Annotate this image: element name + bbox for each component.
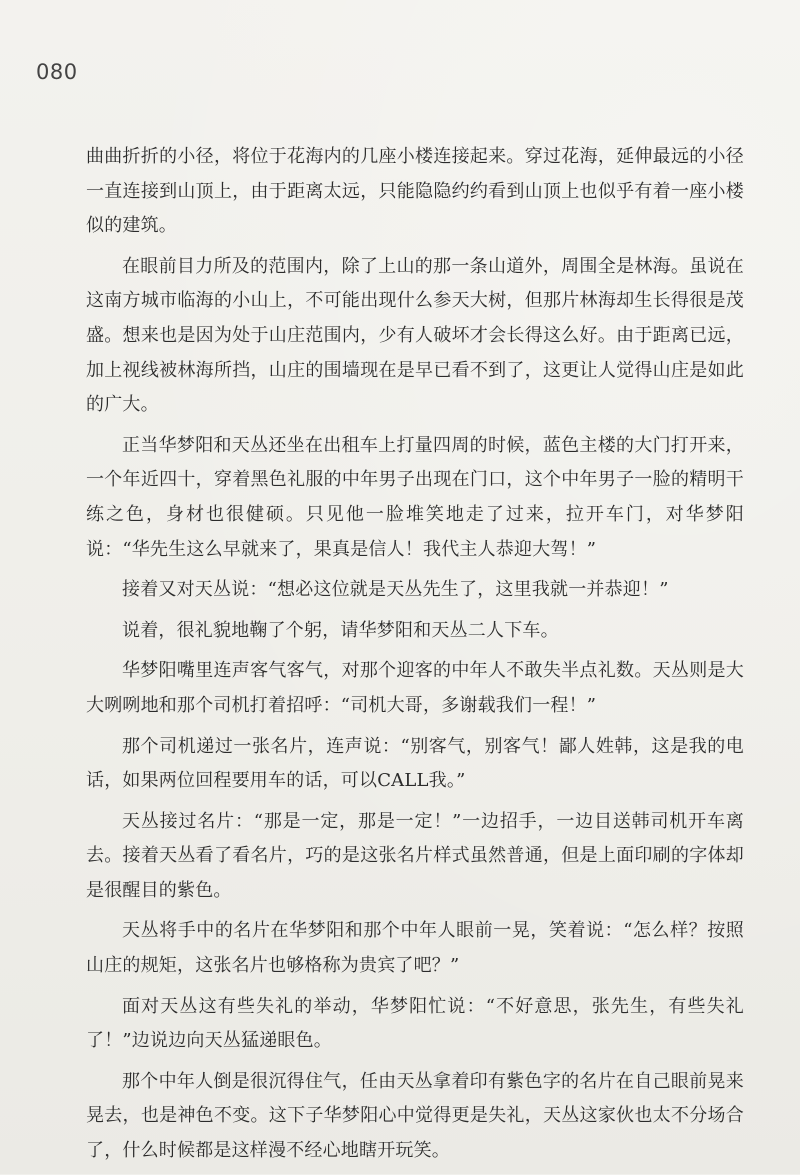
- paragraph: 天丛接过名片：“那是一定，那是一定！”一边招手，一边目送韩司机开车离去。接着天丛看了看名片，巧的是这张名片样式虽然普通，但是上面印刷的字体却是很醒目的紫色。: [86, 810, 744, 901]
- paragraph: 接着又对天丛说：“想必这位就是天丛先生了，这里我就一并恭迎！”: [122, 579, 669, 601]
- body-text: [86, 140, 744, 1175]
- paragraph: 说着，很礼貌地鞠了个躬，请华梦阳和天丛二人下车。: [122, 619, 559, 641]
- paragraph: 那个中年人倒是很沉得住气，任由天丛拿着印有紫色字的名片在自己眼前晃来晃去，也是神色不变。这下子华梦阳心中觉得更是失礼，天丛这家伙也太不分场合了，什么时候都是这样漫不经心地瞎开玩笑。: [86, 1070, 744, 1162]
- paragraph: 华梦阳嘴里连声客气客气，对那个迎客的中年人不敢失半点礼数。天丛则是大大咧咧地和那个司机打着招呼：“司机大哥，多谢载我们一程！”: [86, 660, 744, 716]
- paragraph: 曲曲折折的小径，将位于花海内的几座小楼连接起来。穿过花海，延伸最远的小径一直连接到山顶上，由于距离太远，只能隐隐约约看到山顶上也似乎有着一座小楼似的建筑。: [86, 146, 744, 237]
- paragraph: 面对天丛这有些失礼的举动，华梦阳忙说：“不好意思，张先生，有些失礼了！”边说边向天丛猛递眼色。: [86, 995, 744, 1052]
- paragraph: 正当华梦阳和天丛还坐在出租车上打量四周的时候，蓝色主楼的大门打开来，一个年近四十，穿着黑色礼服的中年男子出现在门口，这个中年男子一脸的精明干练之色，身材也很健硕。只见他一脸堆笑地走了过来，拉开车门，对华梦阳说：“华先生这么早就来了，果真是信人！我代主人恭迎大驾！”: [86, 434, 744, 560]
- paragraph: 那个司机递过一张名片，连声说：“别客气，别客气！鄙人姓韩，这是我的电话，如果两位回程要用车的话，可以CALL我。”: [86, 735, 744, 792]
- page-number: 080: [36, 60, 78, 84]
- paragraph: 在眼前目力所及的范围内，除了上山的那一条山道外，周围全是林海。虽说在这南方城市临海的小山上，不可能出现什么参天大树，但那片林海却生长得很是茂盛。想来也是因为处于山庄范围内，少有人破坏才会长得这么好。由于距离已远，加上视线被林海所挡，山庄的围墙现在是早已看不到了，这更让人觉得山庄是如此的广大。: [86, 255, 744, 416]
- paragraph: 天丛将手中的名片在华梦阳和那个中年人眼前一晃，笑着说：“怎么样？按照山庄的规矩，这张名片也够格称为贵宾了吧？”: [86, 920, 744, 977]
